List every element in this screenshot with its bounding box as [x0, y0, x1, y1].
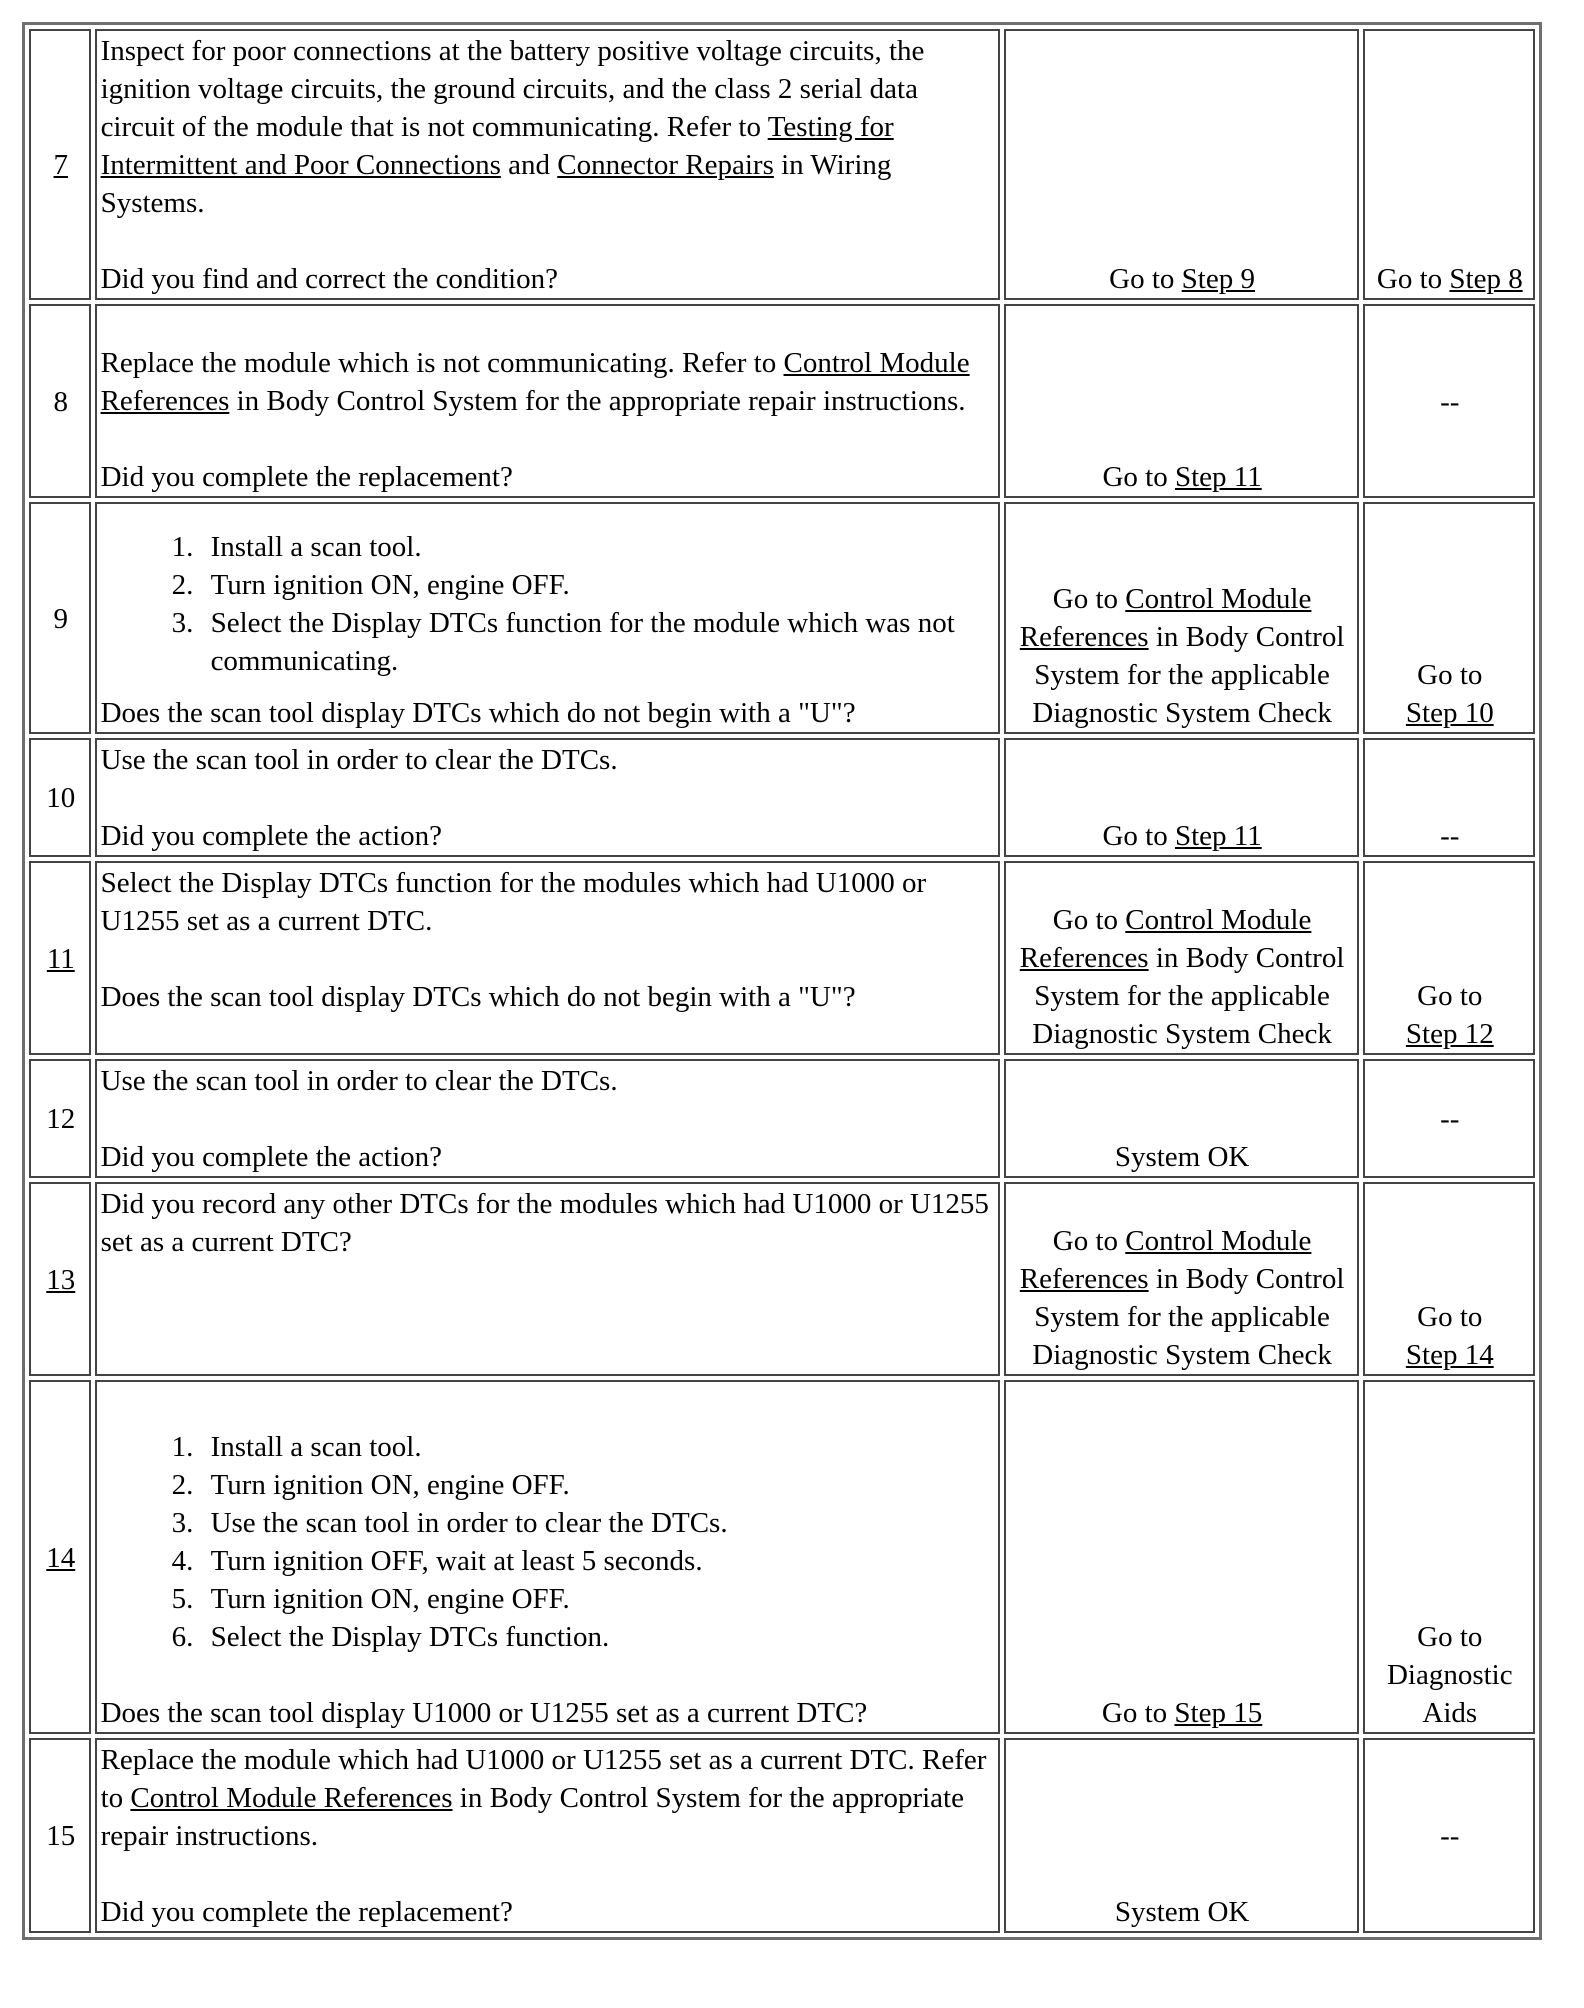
table-row: [29, 1182, 1535, 1376]
question-text: Did you complete the replacement?: [100, 461, 513, 493]
step-number: 10: [29, 738, 91, 857]
yes-text: in Body Control System for the applicable Diagnostic System Check: [1032, 621, 1345, 729]
action-text: in Body Control System for the appropriate repair instructions.: [229, 385, 966, 417]
step-number: 9: [29, 502, 91, 734]
table-row: [29, 502, 1535, 734]
action-cell: [95, 1059, 1000, 1178]
step-number-link[interactable]: 7: [29, 29, 91, 300]
action-text: in Wiring Systems.: [100, 149, 892, 219]
list-item: 6. Select the Display DTCs function.: [201, 1618, 996, 1656]
yes-text: Go to: [1052, 1225, 1126, 1257]
list-item: 3. Use the scan tool in order to clear the DTCs.: [201, 1504, 996, 1542]
list-item: 2. Turn ignition ON, engine OFF.: [201, 566, 996, 604]
go-to-step-link[interactable]: Step 10: [1405, 697, 1494, 729]
no-cell: --: [1363, 1738, 1535, 1933]
no-cell: --: [1363, 738, 1535, 857]
procedure-list: [101, 528, 996, 680]
control-module-references-link[interactable]: Control Module References: [100, 347, 970, 417]
control-module-references-link[interactable]: Control Module References: [130, 1782, 453, 1814]
action-text: and: [500, 149, 558, 181]
no-cell: Go to Diagnostic Aids: [1363, 1380, 1535, 1734]
action-cell: [95, 738, 1000, 857]
yes-cell: [1004, 1182, 1359, 1376]
no-cell: [1363, 861, 1535, 1055]
step-number: 8: [29, 304, 91, 498]
yes-cell: [1004, 502, 1359, 734]
yes-cell: System OK: [1004, 1059, 1359, 1178]
list-item: 1. Install a scan tool.: [201, 1428, 996, 1466]
go-to-step-link[interactable]: Step 11: [1174, 461, 1262, 493]
yes-text: Go to: [1052, 904, 1126, 936]
yes-cell: [1004, 1380, 1359, 1734]
no-text: Go to: [1417, 980, 1483, 1012]
yes-cell: [1004, 861, 1359, 1055]
yes-text: Go to: [1109, 263, 1182, 295]
go-to-step-link[interactable]: Step 8: [1449, 263, 1523, 295]
table-row: [29, 1738, 1535, 1933]
document-page: [22, 22, 1542, 1940]
no-cell: [1363, 502, 1535, 734]
yes-cell: [1004, 304, 1359, 498]
step-number: 12: [29, 1059, 91, 1178]
no-cell: --: [1363, 1059, 1535, 1178]
procedure-list: [101, 1428, 996, 1656]
step-number-link[interactable]: 13: [29, 1182, 91, 1376]
go-to-step-link[interactable]: Step 9: [1181, 263, 1255, 295]
list-item: 5. Turn ignition ON, engine OFF.: [201, 1580, 996, 1618]
action-cell: [95, 29, 1000, 300]
list-item: 4. Turn ignition OFF, wait at least 5 seconds.: [201, 1542, 996, 1580]
yes-text: Go to: [1052, 583, 1126, 615]
no-text: Go to: [1376, 263, 1450, 295]
yes-cell: System OK: [1004, 1738, 1359, 1933]
control-module-references-link[interactable]: Control Module References: [1019, 583, 1312, 653]
list-item: 1. Install a scan tool.: [201, 528, 996, 566]
table-row: [29, 304, 1535, 498]
no-text: Go to: [1417, 1301, 1483, 1333]
action-text: Replace the module which had U1000 or U1255 set as a current DTC. Refer to: [100, 1744, 987, 1814]
table-row: [29, 29, 1535, 300]
control-module-references-link[interactable]: Control Module References: [1019, 1225, 1312, 1295]
step-number-link[interactable]: 11: [29, 861, 91, 1055]
go-to-step-link[interactable]: Step 12: [1405, 1018, 1494, 1050]
yes-text: in Body Control System for the applicable Diagnostic System Check: [1032, 942, 1345, 1050]
go-to-step-link[interactable]: Step 14: [1405, 1339, 1494, 1371]
testing-intermittent-link[interactable]: Testing for Intermittent and Poor Connections: [100, 111, 894, 181]
yes-text: Go to: [1102, 461, 1175, 493]
question-text: Does the scan tool display U1000 or U1255 set as a current DTC?: [100, 1697, 868, 1729]
table-row: [29, 861, 1535, 1055]
list-item: 2. Turn ignition ON, engine OFF.: [201, 1466, 996, 1504]
action-cell: [95, 304, 1000, 498]
question-text: Does the scan tool display DTCs which do not begin with a "U"?: [100, 981, 856, 1013]
yes-cell: [1004, 738, 1359, 857]
table-row: [29, 1380, 1535, 1734]
yes-text: in Body Control System for the applicable Diagnostic System Check: [1032, 1263, 1345, 1371]
table-row: [29, 1059, 1535, 1178]
yes-text: Go to: [1101, 1697, 1175, 1729]
no-cell: [1363, 29, 1535, 300]
question-text: Does the scan tool display DTCs which do not begin with a "U"?: [100, 697, 856, 729]
question-text: Did you complete the action?: [100, 820, 443, 852]
action-text: Use the scan tool in order to clear the DTCs.: [100, 1065, 618, 1097]
connector-repairs-link[interactable]: Connector Repairs: [557, 149, 774, 181]
action-text: Use the scan tool in order to clear the DTCs.: [100, 744, 618, 776]
question-text: Did you complete the action?: [100, 1141, 443, 1173]
list-item: 3. Select the Display DTCs function for the module which was not communicating.: [201, 604, 996, 680]
step-number-link[interactable]: 14: [29, 1380, 91, 1734]
action-text: in Body Control System for the appropriate repair instructions.: [100, 1782, 964, 1852]
go-to-step-link[interactable]: Step 15: [1174, 1697, 1263, 1729]
go-to-step-link[interactable]: Step 11: [1174, 820, 1262, 852]
action-cell: [95, 1738, 1000, 1933]
no-text: Go to: [1417, 659, 1483, 691]
action-text: Replace the module which is not communicating. Refer to: [100, 347, 784, 379]
question-text: Did you complete the replacement?: [100, 1896, 513, 1928]
yes-text: Go to: [1102, 820, 1175, 852]
action-cell: [95, 1380, 1000, 1734]
no-cell: --: [1363, 304, 1535, 498]
action-text: Inspect for poor connections at the battery positive voltage circuits, the ignition voltage circuits, the ground circuits, and the class 2 serial data circuit of the module that is not communicating. Refer to: [100, 35, 925, 143]
no-cell: [1363, 1182, 1535, 1376]
control-module-references-link[interactable]: Control Module References: [1019, 904, 1312, 974]
action-text: Select the Display DTCs function for the modules which had U1000 or U1255 set as a current DTC.: [100, 867, 927, 937]
yes-cell: [1004, 29, 1359, 300]
action-cell: [95, 1182, 1000, 1376]
diagnostic-steps-table: [22, 22, 1542, 1940]
question-text: Did you record any other DTCs for the modules which had U1000 or U1255 set as a current DTC?: [100, 1188, 989, 1258]
question-text: Did you find and correct the condition?: [100, 263, 558, 295]
step-number: 15: [29, 1738, 91, 1933]
action-cell: [95, 502, 1000, 734]
table-row: [29, 738, 1535, 857]
action-cell: [95, 861, 1000, 1055]
